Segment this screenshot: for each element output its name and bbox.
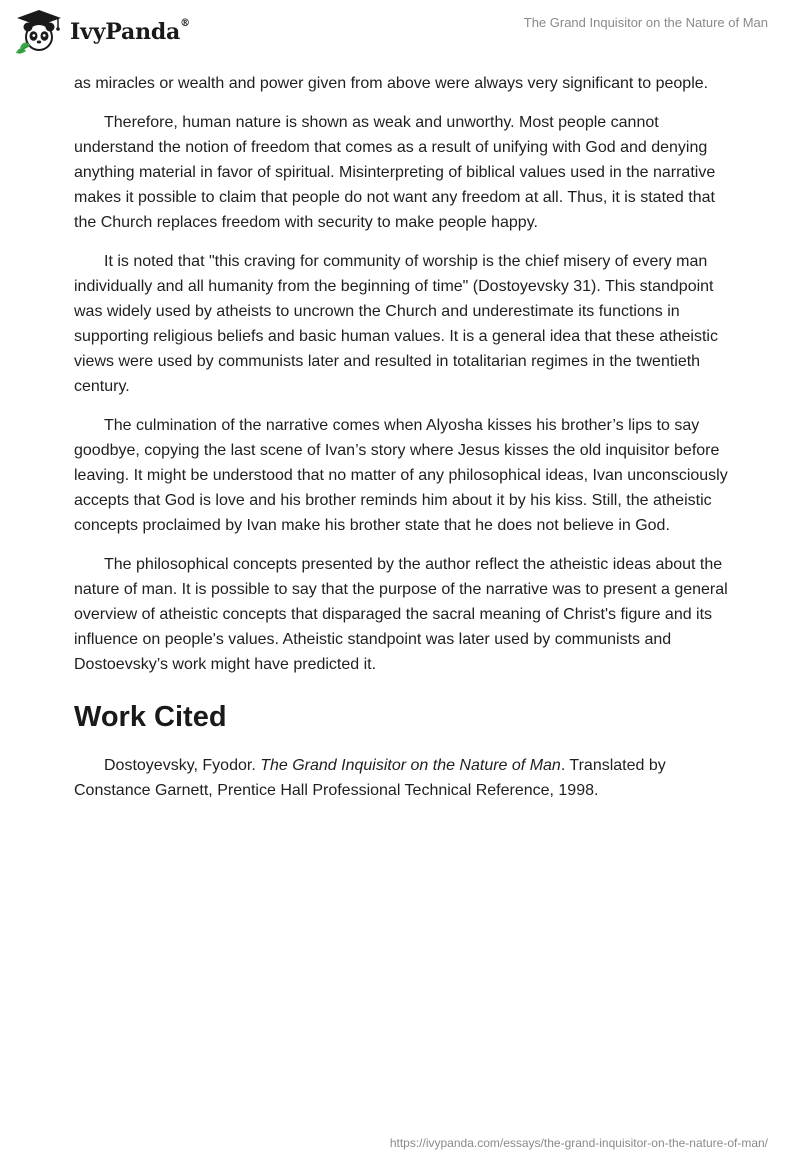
ivypanda-logo[interactable] (14, 8, 190, 54)
paragraph: The culmination of the narrative comes when Alyosha kisses his brother’s lips to say goodbye, copying the last scene of Ivan’s story where Jesus kisses the old inquisitor before leaving. It might be understood that no matter of any philosophical ideas, Ivan unconsciously accepts that God is love and his brother reminds him about it by his kiss. Still, the atheistic concepts proclaimed by Ivan make his brother state that he does not believe in God. (74, 417, 728, 534)
paragraph: The philosophical concepts presented by the author reflect the atheistic ideas about the nature of man. It is possible to say that the purpose of the narrative was to present a general overview of atheistic concepts that disparaged the sacral meaning of Christ's figure and its influence on people's values. Atheistic standpoint was later used by communists and Dostoevsky’s work might have predicted it. (74, 556, 728, 673)
brand-name: IvyPanda® (70, 18, 190, 45)
citation-author: Dostoyevsky, Fyodor. (104, 757, 261, 774)
page-header (0, 0, 800, 70)
citation-title: The Grand Inquisitor on the Nature of Man (260, 757, 561, 774)
paragraph-continued: as miracles or wealth and power given from above were always very significant to people. (74, 75, 709, 92)
document-title: The Grand Inquisitor on the Nature of Man (523, 15, 768, 30)
paragraph: Therefore, human nature is shown as weak and unworthy. Most people cannot understand the notion of freedom that comes as a result of unifying with God and denying anything material in favor of spiritual. Misinterpreting of biblical values used in the narrative makes it possible to claim that people do not want any freedom at all. Thus, it is stated that the Church replaces freedom with security to make people happy. (74, 114, 716, 231)
source-url[interactable]: https://ivypanda.com/essays/the-grand-inquisitor-on-the-nature-of-man/ (389, 1136, 768, 1150)
citation-entry (74, 753, 734, 803)
essay-body (74, 71, 734, 817)
citation-publication: . Translated by Constance Garnett, Prentice Hall Professional Technical Reference, 1998. (74, 757, 666, 799)
panda-graduate-icon (14, 8, 64, 54)
works-cited-heading: Work Cited (74, 701, 227, 733)
paragraph: It is noted that "this craving for community of worship is the chief misery of every man individually and all humanity from the beginning of time" (Dostoyevsky 31). This standpoint was widely used by atheists to uncrown the Church and underestimate its functions in supporting religious beliefs and basic human values. It is a general idea that these atheistic views were used by communists later and resulted in totalitarian regimes in the twentieth century. (74, 253, 718, 395)
